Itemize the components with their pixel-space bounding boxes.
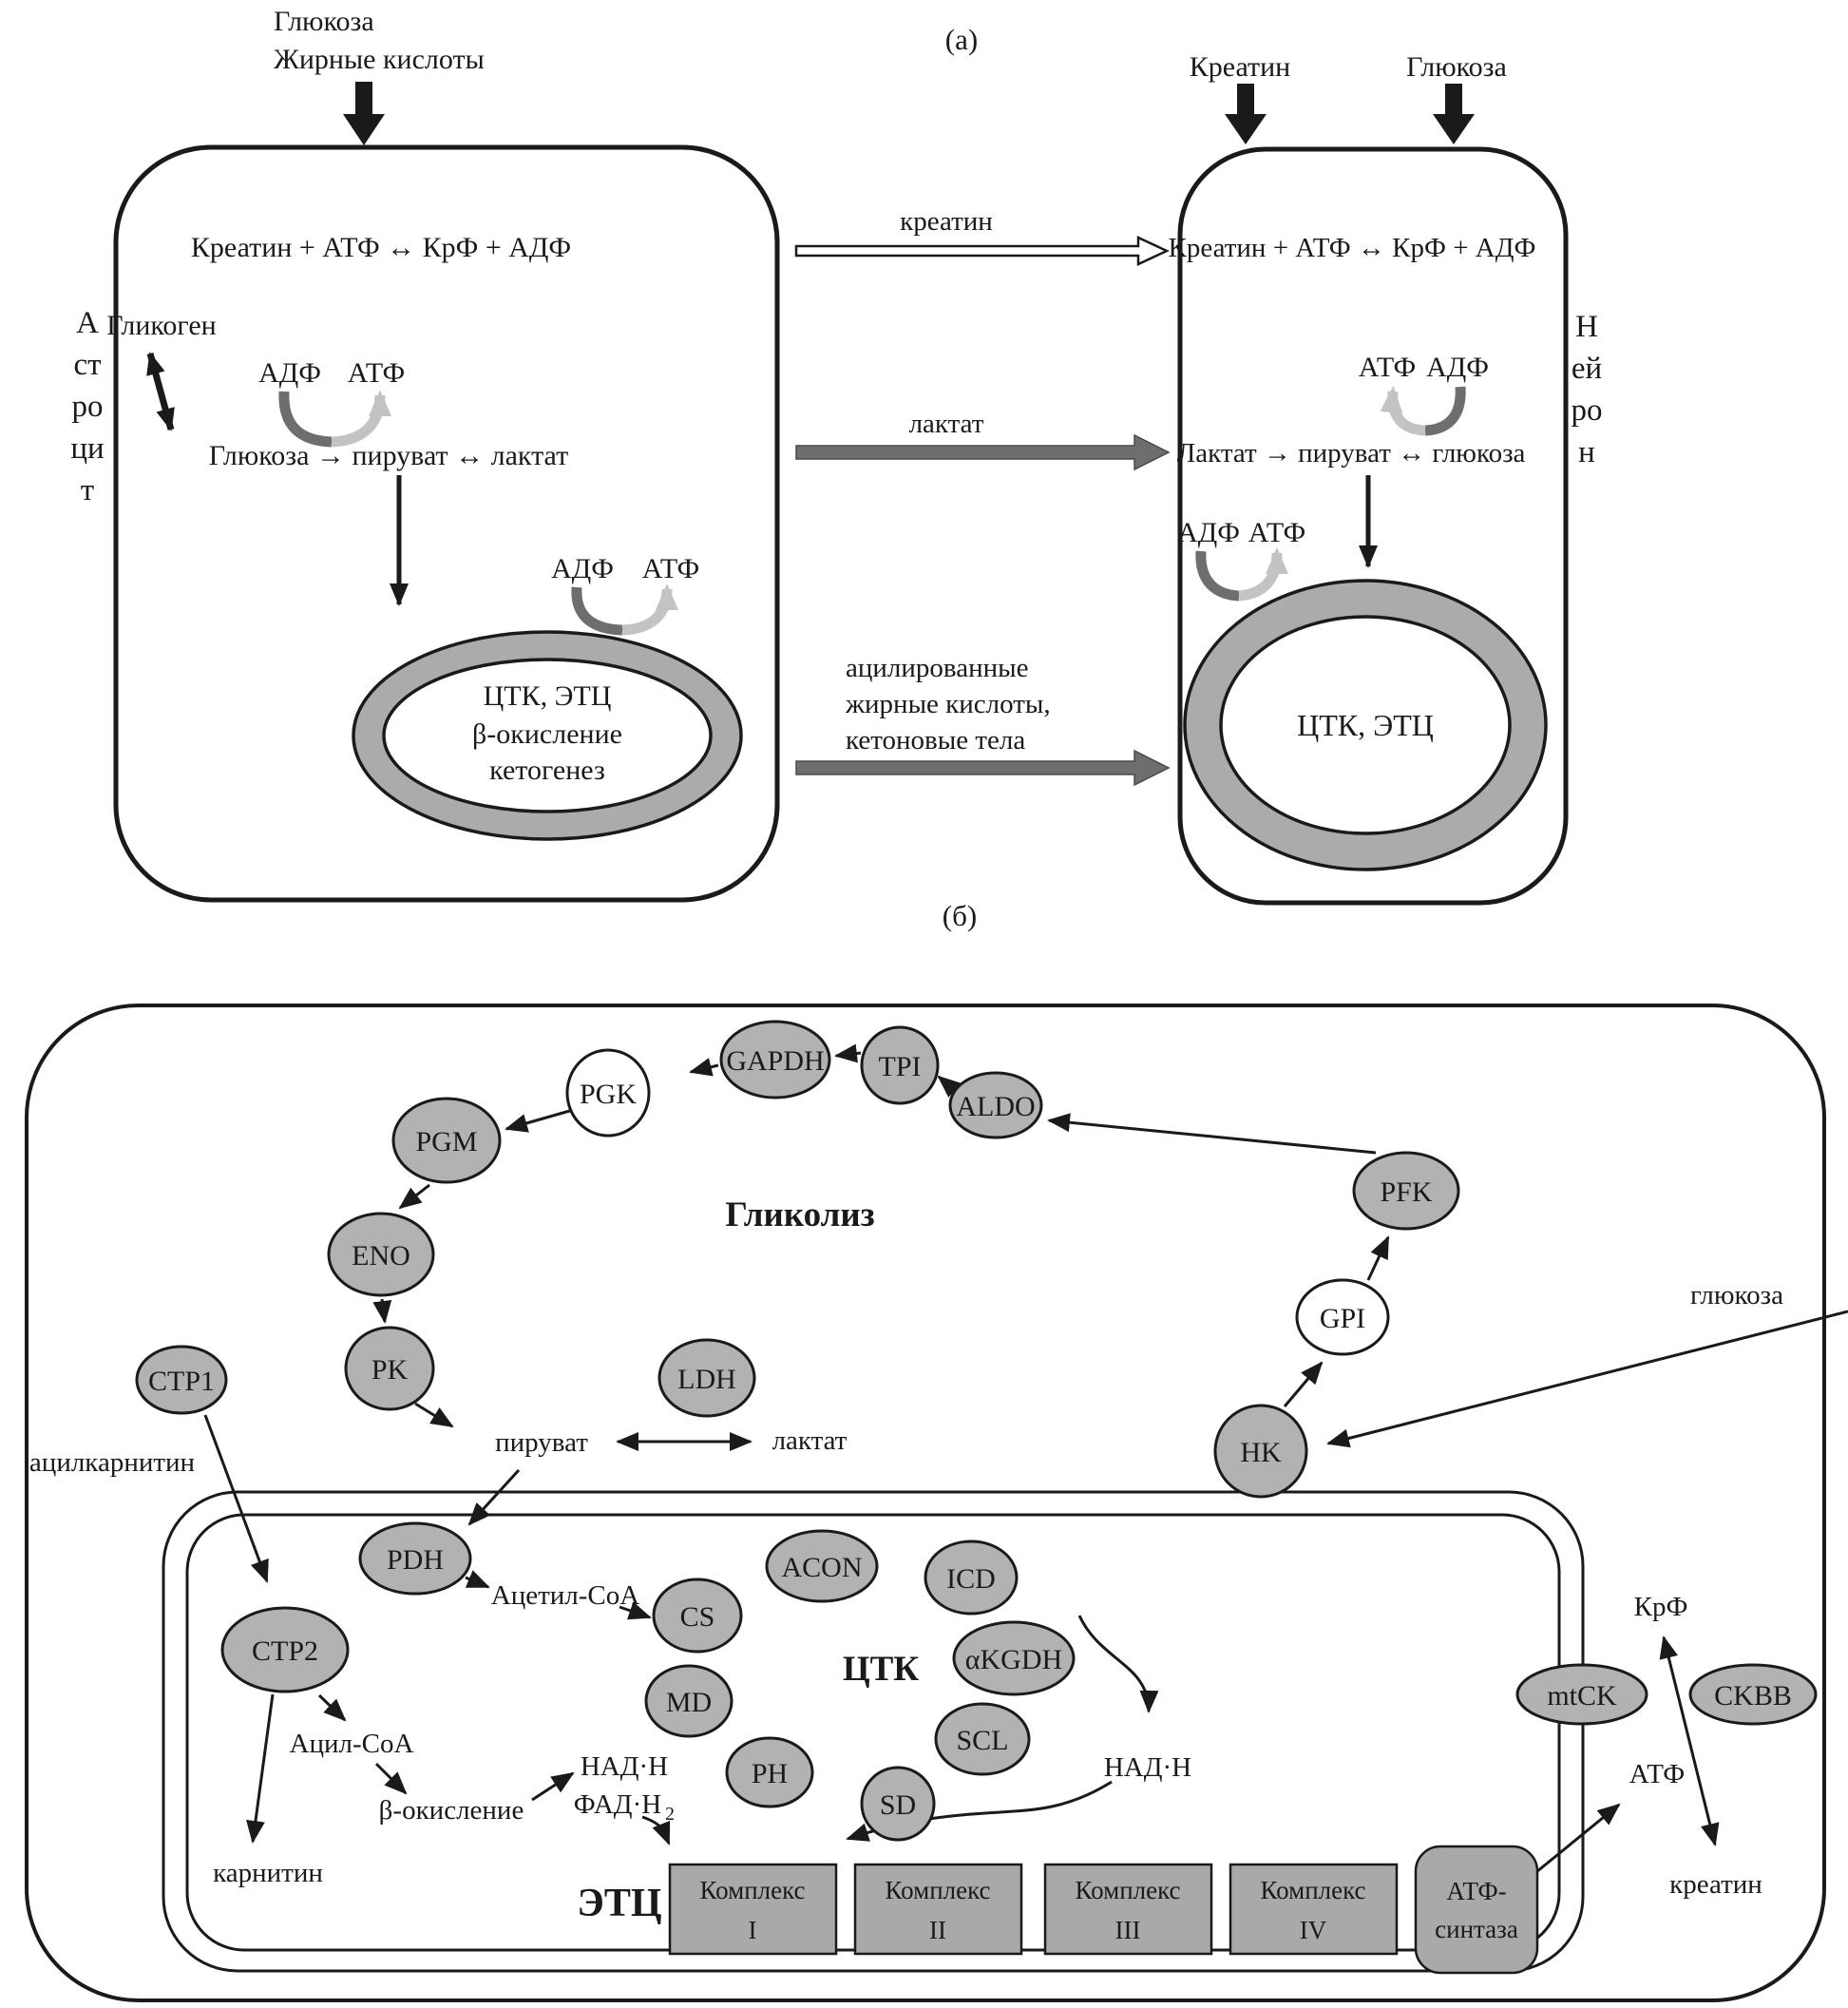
glucose-entry-label: глюкоза <box>1689 1280 1784 1310</box>
atp-synthase-node <box>1416 1846 1537 1973</box>
pyruvate-label: пируват <box>495 1427 588 1458</box>
enzyme-node-ckbb <box>1690 1665 1816 1724</box>
enzyme-label-pgk: PGK <box>579 1079 638 1110</box>
neuron-atp-mid: АТФ <box>1248 517 1306 548</box>
arrow-crp-creatine <box>1664 1637 1715 1845</box>
transfer-acyl-line2: жирные кислоты, <box>846 689 1051 719</box>
astro-input-fattyacids: Жирные кислоты <box>274 44 485 75</box>
astro-atp-curve-light <box>332 395 380 442</box>
enzyme-label-hk: HK <box>1240 1437 1282 1468</box>
enzyme-node-pgm <box>393 1099 500 1182</box>
etc-complex-1 <box>670 1865 836 1954</box>
enzyme-label-cs: CS <box>679 1601 715 1633</box>
arrow-ctp2-carnitine <box>253 1694 273 1842</box>
neuron-input-creatine: Креатин <box>1189 51 1291 83</box>
enzyme-label-pfk: PFK <box>1380 1176 1433 1208</box>
enzyme-label-ph: PH <box>751 1758 789 1789</box>
astro-mito-line2: β-окисление <box>472 718 622 750</box>
creatine-b-label: креатин <box>1669 1869 1762 1900</box>
enzyme-label-icd: ICD <box>946 1563 996 1595</box>
complex-3-num: III <box>1115 1916 1141 1944</box>
enzyme-label-akgdh: αKGDH <box>964 1644 1063 1675</box>
enzyme-node-ph <box>727 1738 812 1807</box>
enzyme-node-icd <box>925 1541 1017 1614</box>
neuron-adp-top: АДФ <box>1426 352 1489 383</box>
complex-4-num: IV <box>1299 1916 1327 1944</box>
enzyme-label-acon: ACON <box>781 1552 863 1583</box>
enzyme-label-md: MD <box>665 1687 713 1718</box>
astro-glycogen-label: Гликоген <box>106 310 217 341</box>
arrow-eno-pk <box>382 1299 385 1322</box>
transfer-lactate-label: лактат <box>908 409 984 439</box>
neuron-ck-equation: Креатин + АТФ ↔ КрФ + АДФ <box>1168 233 1536 263</box>
complex-3-word: Комплекс <box>1075 1876 1181 1904</box>
enzyme-node-pdh <box>360 1523 470 1594</box>
enzyme-label-gpi: GPI <box>1319 1303 1366 1334</box>
enzyme-node-hk <box>1215 1406 1306 1497</box>
complex-1-word: Комплекс <box>699 1876 806 1904</box>
atp-synthase-line2: синтаза <box>1435 1915 1518 1943</box>
enzyme-node-gpi <box>1297 1280 1388 1354</box>
arrow-synthase-atp <box>1532 1805 1619 1876</box>
neuron-adp-curve-dark <box>1425 387 1460 430</box>
enzyme-node-pk <box>346 1328 433 1409</box>
astro-input-glucose: Глюкоза <box>274 6 374 37</box>
enzyme-node-aldo <box>950 1073 1041 1138</box>
arrow-betaox-nadh <box>532 1773 573 1800</box>
lactate-label: лактат <box>772 1425 848 1456</box>
enzyme-node-acon <box>767 1531 877 1601</box>
enzyme-label-ldh: LDH <box>677 1364 736 1395</box>
enzyme-label-gapdh: GAPDH <box>726 1045 825 1077</box>
arrow-tpi-gapdh <box>836 1053 861 1056</box>
neuron-input-glucose: Глюкоза <box>1406 51 1507 83</box>
enzyme-node-ldh <box>659 1340 754 1416</box>
enzyme-node-gapdh <box>721 1022 829 1098</box>
arrow-pfk-aldo <box>1049 1120 1376 1153</box>
transfer-lactate-arrow <box>796 435 1169 469</box>
neuron-adp-mid: АДФ <box>1177 517 1240 548</box>
enzyme-node-ctp2 <box>222 1608 348 1692</box>
neuron-atp-curve2-light <box>1239 553 1277 596</box>
complex-2-word: Комплекс <box>885 1876 991 1904</box>
nadh-left-label: НАД·Н <box>580 1751 669 1782</box>
etc-title: ЭТЦ <box>577 1882 662 1925</box>
astro-atp-top: АТФ <box>347 357 406 389</box>
transfer-acyl-line3: кетоновые тела <box>846 725 1026 755</box>
arrow-icd-nadh <box>1079 1616 1149 1712</box>
enzyme-node-pgk <box>567 1050 649 1136</box>
crp-label: КрФ <box>1633 1592 1688 1622</box>
complex-4-word: Комплекс <box>1260 1876 1366 1904</box>
enzyme-node-cs <box>654 1579 741 1652</box>
arrow-pgk-pgm <box>506 1110 573 1129</box>
acylcarnitine-label: ацилкарнитин <box>29 1447 196 1478</box>
glucose-entry-arrow <box>1328 1311 1848 1444</box>
glycolysis-title: Гликолиз <box>725 1195 875 1234</box>
astrocyte-side-label: Астроцит <box>70 306 105 507</box>
astro-mito-line1: ЦТК, ЭТЦ <box>483 680 612 712</box>
enzyme-label-mtck: mtCK <box>1547 1680 1617 1712</box>
astro-adp-curve-dark <box>284 392 332 442</box>
nadh-right-label: НАД·Н <box>1103 1752 1192 1783</box>
neuron-glucose-arrow <box>1433 84 1475 144</box>
transfer-acyl-arrow <box>796 751 1169 785</box>
enzyme-label-scl: SCL <box>956 1725 1009 1756</box>
enzyme-node-eno <box>329 1214 433 1295</box>
glycogen-glucose-arrow <box>150 354 171 430</box>
enzyme-node-scl <box>936 1704 1029 1774</box>
panel-b-label: (б) <box>942 899 978 932</box>
neuron-adp-curve2-dark <box>1201 551 1239 596</box>
cell-b-outline <box>27 1005 1824 2000</box>
arrow-gpi-pfk <box>1368 1237 1388 1280</box>
transfer-creatine-arrow <box>796 238 1167 264</box>
etc-complex-3 <box>1045 1865 1211 1954</box>
atp-synthase-line1: АТФ- <box>1446 1877 1507 1905</box>
arrow-pk-pyruvate <box>415 1404 452 1426</box>
astro-adp-mid: АДФ <box>551 553 614 584</box>
panel-a-label: (а) <box>944 23 979 56</box>
enzyme-label-ctp1: CTP1 <box>147 1366 216 1397</box>
neuron-side-label: Нейрон <box>1571 310 1603 469</box>
astro-adp-curve2-dark <box>577 587 622 630</box>
astro-glycolysis-line: Глюкоза → пируват ↔ лактат <box>208 440 569 471</box>
arrow-pdh-acetyl <box>466 1578 488 1587</box>
arrow-gapdh-pgk <box>691 1065 718 1072</box>
enzyme-label-pgm: PGM <box>415 1126 478 1157</box>
arrow-pgm-eno <box>400 1185 429 1208</box>
acyl-coa-label: Ацил-CoA <box>289 1729 414 1759</box>
astro-mito-line3: кетогенез <box>489 755 605 786</box>
enzyme-label-ckbb: CKBB <box>1714 1680 1792 1712</box>
enzyme-label-aldo: ALDO <box>956 1091 1036 1122</box>
complex-2-num: II <box>929 1916 946 1944</box>
enzyme-node-ctp1 <box>137 1347 226 1413</box>
astro-ck-equation: Креатин + АТФ ↔ КрФ + АДФ <box>190 232 572 263</box>
astro-atp-curve2-light <box>622 589 667 630</box>
carnitine-label: карнитин <box>213 1858 323 1888</box>
enzyme-node-md <box>646 1666 732 1736</box>
arrow-ctp1-ctp2 <box>205 1415 267 1581</box>
arrow-hk-gpi <box>1285 1363 1322 1406</box>
enzyme-node-akgdh <box>954 1622 1074 1694</box>
enzyme-label-eno: ENO <box>352 1240 410 1272</box>
etc-complex-2 <box>855 1865 1021 1954</box>
enzyme-node-sd <box>862 1768 934 1840</box>
beta-oxidation-label: β-окисление <box>378 1795 524 1826</box>
enzyme-node-pfk <box>1354 1153 1458 1229</box>
enzyme-label-tpi: TPI <box>878 1051 922 1082</box>
neuron-mito-label: ЦТК, ЭТЦ <box>1297 708 1434 742</box>
transfer-creatine-label: креатин <box>900 206 993 237</box>
fadh-sub-label: 2 <box>665 1804 675 1825</box>
astro-adp-top: АДФ <box>258 357 321 389</box>
acetyl-coa-label: Ацетил-CoA <box>490 1580 640 1611</box>
astro-input-arrow <box>343 82 385 145</box>
neuron-atp-top: АТФ <box>1358 352 1417 383</box>
transfer-acyl-line1: ацилированные <box>846 653 1029 683</box>
astro-atp-mid: АТФ <box>641 553 700 584</box>
complex-1-num: I <box>748 1916 757 1944</box>
tca-title: ЦТК <box>842 1650 920 1689</box>
atp-label: АТФ <box>1629 1759 1686 1789</box>
enzyme-label-pk: PK <box>371 1354 409 1386</box>
neuron-creatine-arrow <box>1225 84 1267 144</box>
fadh-label: ФАД·Н <box>573 1789 662 1820</box>
enzyme-node-mtck <box>1517 1665 1647 1724</box>
enzyme-label-pdh: PDH <box>386 1544 445 1576</box>
enzyme-node-tpi <box>862 1027 938 1103</box>
arrow-ctp2-acylcoa <box>319 1695 345 1720</box>
enzyme-label-sd: SD <box>879 1789 917 1821</box>
enzyme-label-ctp2: CTP2 <box>251 1635 319 1667</box>
etc-complex-4 <box>1230 1865 1397 1954</box>
arrow-acylcoa-betaox <box>376 1764 406 1793</box>
neuron-atp-curve-light <box>1393 392 1425 430</box>
neuron-lactate-line: Лактат → пируват ↔ глюкоза <box>1176 438 1526 469</box>
